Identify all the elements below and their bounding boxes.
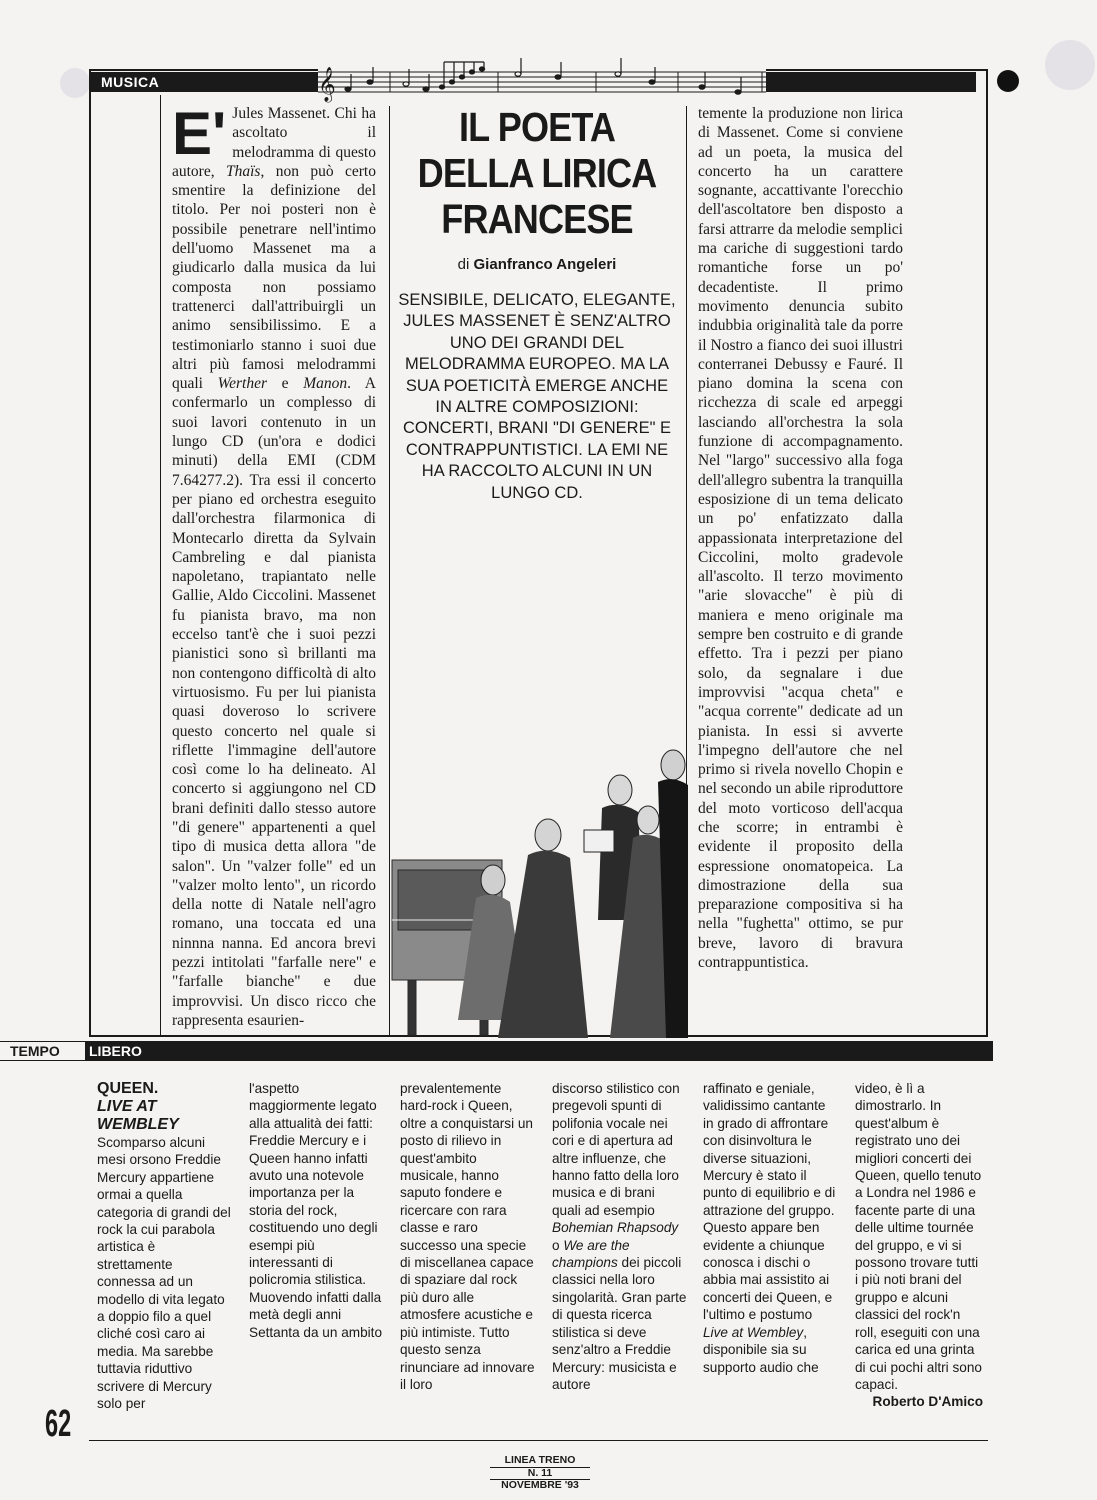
article-column-3: temente la produzione non lirica di Massenet. Come si conviene ad un poeta, la musica del concerto ha un carattere sognante, accattivante l'orecchio dell'ascoltatore ben disposto a farsi attrarre da melodie semplici ma cariche di suggestioni tardo romantiche forse un po' decadentiste. Il primo movimento denuncia subito indubbia originalità tale da porre il Nostro a fianco dei suoi illustri conterranei Debussy e Fauré. Il piano domina la scena con ricchezza di scale ed arpeggi lasciando all'orchestra la sola funzione di accompagnamento. Nel "largo" successivo alla foga dell'allegro subentra la tranquilla esposizione di un tema delicato un po' enfatizzato dalla appassionata interpretazione del Ciccolini, molto gradevole all'ascolto. Il terzo movimento "arie slovacche" è più di maniera e meno originale ma sempre ben costruito e di grande effetto. Tra i pezzi per piano solo, da segnalare i due improvvisi "acqua cheta" e "acqua corrente" dedicate ad un pianista. In essi si avverte l'impegno dell'autore che nel primo si rivela novello Chopin e nel secondo un abile riproduttore del moto vorticoso dell'acqua che scorre; in entrambi è evidente il proposito della espressione onomatopeica. La dimostrazione della sua preparazione compositiva si ha nella "fughetta" ottimo, se pur breve, lavoro di bravura contrappuntistica.	[698, 105, 903, 972]
column-rule	[160, 95, 161, 1037]
review-column-6	[855, 1080, 983, 1411]
magazine-footer	[490, 1455, 590, 1492]
drop-cap: E'	[172, 100, 227, 167]
title-line: DELLA LIRICA	[417, 150, 657, 196]
review-text: dei piccoli classici nella loro singolarità. Gran parte di questa ricerca stilistica si deve senz'altro a Freddie Mercury: musicista e autore	[552, 1255, 687, 1392]
music-score-icon	[318, 52, 766, 106]
article-text: Jules Massenet. Chi ha ascoltato il melodramma di questo autore,	[172, 105, 376, 180]
italic-title: Thaïs	[226, 162, 261, 180]
footer-magazine: LINEA TRENO	[490, 1455, 590, 1468]
italic-song: Bohemian Rhapsody	[552, 1220, 679, 1236]
review-heading-2: LIVE AT	[97, 1098, 157, 1115]
article-title	[413, 104, 661, 242]
italic-title: Werther	[217, 375, 268, 393]
review-heading-1: QUEEN.	[97, 1080, 159, 1097]
byline-prefix: di	[457, 256, 470, 273]
review-signature: Roberto D'Amico	[872, 1394, 983, 1410]
review-text: o	[552, 1237, 564, 1253]
victorian-piano-illustration	[388, 720, 688, 1038]
title-line: IL POETA	[458, 104, 616, 150]
review-column-3: prevalentemente hard-rock i Queen, oltre a conquistarsi un posto di rilievo in quest'ambito musicale, hanno saputo fondere e ricercare con rara classe e raro successo una specie di miscellanea capace di spaziare dal rock più duro alle atmosfere acustiche e più intimiste. Tutto questo senza rinunciare ad innovare il loro	[400, 1081, 535, 1392]
article-column-1	[172, 100, 377, 1030]
article-text: . A confermarlo un complesso di suoi lavori contenuto in un lungo CD (un'ora e dodici minuti) della EMI (CDM 7.64277.2). Tra essi il concerto per piano ed orchestra eseguito dall'orchestra filarmonica di Montecarlo diretta da Sylvain Cambreling e dal pianista napoletano, trapiantato nelle Gallie, Aldo Ciccolini. Massenet fu pianista bravo, ma non eccelso tant'è che i suoi pezzi pianistici sono sì brillanti ma non contengono difficoltà di alto virtuosismo. Fu per lui pianista quasi doveroso lo scrivere questo concerto nel quale si riflette l'immagine dell'autore così come lo ha delineato. Al concerto si aggiungono nel CD brani definiti dallo stesso autore "di genere" appartenenti a quel tipo di musica detta allora "de salon". Un "valzer folle" ed un "valzer molto lento", un ricordo della notte di Natale nell'agro romano, una toccata ed una ninnna nanna. Ed ancora brevi pezzi intitolati "farfalle nere" e "farfalle bianche" e due improvvisi. Un disco ricco che rappresenta esaurien-	[172, 375, 377, 1029]
review-text: discorso stilistico con pregevoli spunti di polifonia vocale nei cori e di apertura ad altre influenze, che hanno fatto della loro musica e di brani quali ad esempio	[552, 1081, 680, 1218]
review-heading-3: WEMBLEY	[97, 1116, 179, 1133]
review-text: Scomparso alcuni mesi orsono Freddie Mercury appartiene ormai a quella categoria di grandi del rock la cui parabola artistica è strettamente connessa ad un modello di vita legato a doppio filo a quel cliché così caro ai media. Ma sarebbe tuttavia riduttivo scrivere di Mercury solo per	[97, 1135, 231, 1412]
title-line: FRANCESE	[441, 196, 633, 242]
article-text: e	[267, 375, 304, 393]
article-abstract: SENSIBILE, DELICATO, ELEGANTE, JULES MASSENET È SENZ'ALTRO UNO DEI GRANDI DEL MELODRAMMA EUROPEO. MA LA SUA POETICITÀ EMERGE ANCHE IN ALTRE COMPOSIZIONI: CONCERTI, BRANI "DI GENERE" E CONTRAPPUNTISTICI. LA EMI NE HA RACCOLTO ALCUNI IN UN LUNGO CD.	[398, 291, 676, 502]
footer-issue: N. 11	[490, 1468, 590, 1481]
italic-album: Live at Wembley	[703, 1324, 804, 1340]
review-column-4	[552, 1080, 687, 1393]
libero-label: LIBERO	[89, 1043, 142, 1059]
bullet-dot-icon	[997, 70, 1019, 92]
review-column-2: l'aspetto maggiormente legato alla attualità dei fatti: Freddie Mercury e i Queen hanno infatti avuto una notevole importanza per la storia del rock, costituendo uno degli esempi più interessanti di policromia stilistica. Muovendo infatti dalla metà degli anni Settanta da un ambito	[249, 1081, 383, 1340]
review-text: raffinato e geniale, validissimo cantante in grado di affrontare con disinvoltura le diverse situazioni, Mercury è stato il punto di equilibrio e di attrazione del gruppo. Questo appare ben evidente a chiunque conosca i dischi o abbia mai assistito ai concerti dei Queen, e l'ultimo e postumo	[703, 1081, 836, 1323]
svg-text:𝄞: 𝄞	[318, 67, 336, 102]
footer-date: NOVEMBRE '93	[501, 1479, 579, 1491]
author-name: Gianfranco Angeleri	[473, 256, 617, 273]
section-label: MUSICA	[101, 74, 160, 90]
background-circle-mark	[1045, 40, 1095, 90]
tempo-libero-bar	[9, 1041, 993, 1061]
italic-song: We are the champions	[552, 1237, 630, 1271]
review-column-1	[97, 1080, 232, 1413]
article-text: , non può certo smentire la definizione del titolo. Per noi posteri non è possibile penetrare nell'intimo dell'uomo Massenet ma a giudicarlo dalla musica da lui composta non possiamo trattenerci dall'attribuirgli un animo sensibilissimo. E a testimoniarlo stanno i suoi due altri più famosi melodrammi quali	[172, 162, 376, 393]
italic-title: Manon	[303, 375, 348, 393]
page-number: 62	[45, 1403, 72, 1445]
review-text: , disponibile sia su supporto audio che	[703, 1324, 819, 1375]
review-column-5	[703, 1080, 838, 1376]
byline	[396, 256, 678, 273]
bottom-rule	[89, 1440, 988, 1441]
tempo-label: TEMPO	[10, 1043, 60, 1059]
review-text: video, è lì a dimostrarlo. In quest'album è registrato uno dei migliori concerti dei Queen, quello tenuto a Londra nel 1986 e facente parte di una delle ultime tournée del gruppo, e vi si possono trovare tutti i più noti brani del gruppo e alcuni classici del rock'n roll, eseguiti con una carica ed una grinta di cui pochi altri sono capaci.	[855, 1081, 982, 1392]
background-circle-mark	[60, 68, 90, 98]
